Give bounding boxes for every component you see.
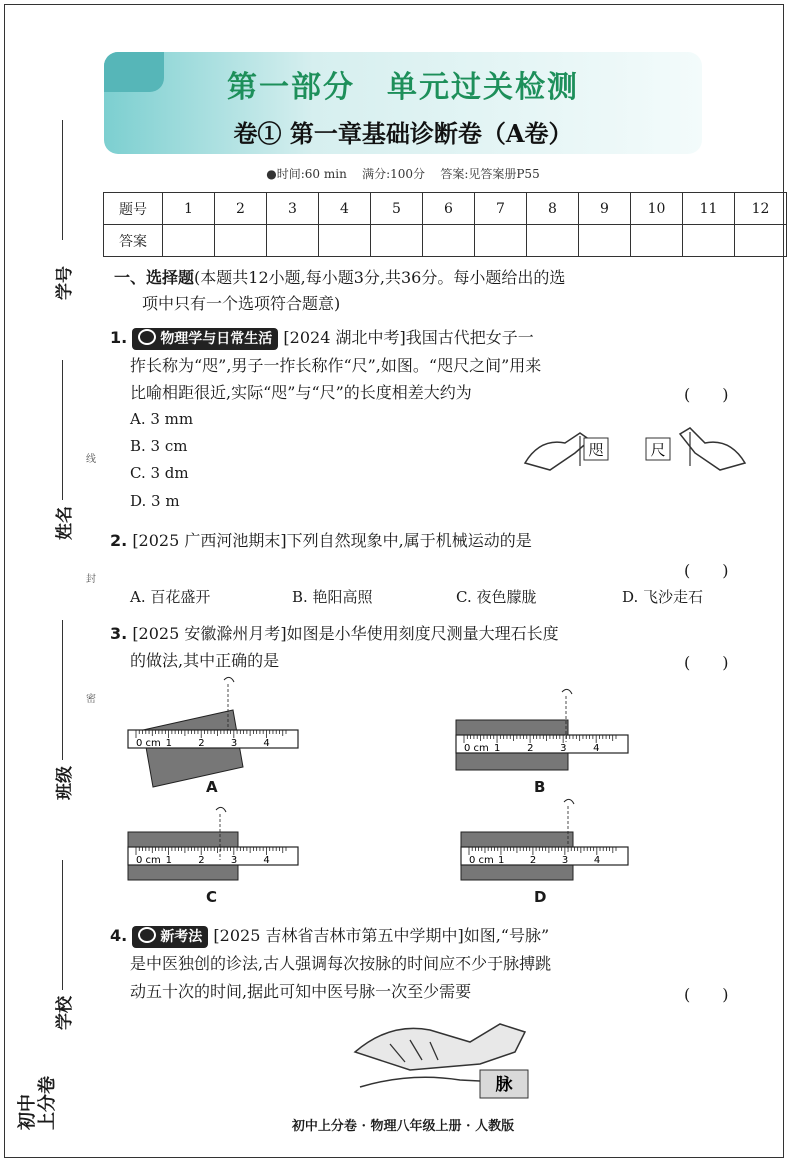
- answer-cell[interactable]: [683, 225, 735, 257]
- answer-cell[interactable]: [475, 225, 527, 257]
- option-b[interactable]: B. 艳阳高照: [292, 588, 373, 606]
- class-line: [62, 620, 63, 760]
- ruler-mark-label: 4: [263, 738, 270, 749]
- ruler-mark-label: 2: [529, 855, 537, 866]
- topic-tag: 物理学与日常生活: [132, 328, 278, 350]
- ruler-mark-label: 1: [494, 743, 501, 754]
- brand-logo: 初中 上分卷: [17, 1076, 58, 1130]
- tag-icon: [138, 927, 156, 943]
- school-label: 学校: [55, 996, 75, 1030]
- question-3-line1: 3. [2025 安徽滁州月考]如图是小华使用刻度尺测量大理石长度: [110, 624, 559, 643]
- char-mai: 脉: [495, 1075, 513, 1095]
- row-label: 题号: [104, 193, 163, 225]
- option-c[interactable]: C. 3 dm: [130, 464, 189, 482]
- question-4-line2: 是中医独创的诊法,古人强调每次按脉的时间应不少于脉搏跳: [130, 954, 552, 973]
- school-line: [62, 860, 63, 990]
- question-4-line3: 动五十次的时间,据此可知中医号脉一次至少需要: [130, 982, 472, 1001]
- ruler-mark-label: 3: [230, 855, 238, 866]
- answer-cell[interactable]: [163, 225, 215, 257]
- eye-icon: [564, 799, 574, 804]
- question-1-line2: 拃长称为“咫”,男子一拃长称作“尺”,如图。“咫尺之间”用来: [130, 356, 542, 375]
- answer-ref: 答案:见答案册P55: [440, 167, 540, 181]
- score-info: 满分:100分: [362, 167, 426, 181]
- name-label: 姓名: [55, 506, 75, 540]
- section-desc: (本题共12小题,每小题3分,共36分。每小题给出的选: [194, 268, 566, 287]
- answer-cell[interactable]: [527, 225, 579, 257]
- cut-mark-line: 线: [86, 454, 96, 465]
- char-chi: 尺: [650, 441, 666, 459]
- ruler-mark-label: 3: [561, 855, 569, 866]
- ruler-mark-label: 0 cm: [136, 738, 161, 749]
- ruler-mark-label: 3: [560, 743, 567, 754]
- ruler-mark-label: 0 cm: [136, 855, 161, 866]
- eye-icon: [216, 807, 226, 812]
- time-info: ●时间:60 min: [266, 167, 347, 181]
- eye-icon: [562, 689, 572, 694]
- section-desc-2: 项中只有一个选项符合题意): [142, 294, 341, 313]
- name-line: [62, 360, 63, 500]
- exam-meta: [104, 165, 702, 182]
- ruler-figures: [118, 672, 648, 902]
- answer-cell[interactable]: [735, 225, 787, 257]
- student-id-line: [62, 120, 63, 240]
- ruler-mark-label: 4: [593, 743, 600, 754]
- option-d[interactable]: D. 飞沙走石: [622, 588, 704, 606]
- question-number: 4.: [110, 926, 128, 945]
- question-number: 1.: [110, 328, 128, 347]
- option-c[interactable]: C. 夜色朦胧: [456, 588, 537, 606]
- ruler-mark-label: 1: [497, 855, 505, 866]
- tag-icon: [138, 329, 156, 345]
- answer-cell[interactable]: [215, 225, 267, 257]
- student-id-label: 学号: [55, 266, 75, 300]
- answer-row: [104, 225, 787, 257]
- question-1-line1: 1. 物理学与日常生活 [2024 湖北中考]我国古代把女子一: [110, 324, 534, 351]
- ruler-mark-label: 1: [165, 738, 172, 749]
- answer-cell[interactable]: [579, 225, 631, 257]
- answer-bracket[interactable]: ( ): [684, 985, 729, 1004]
- question-3-line2: 的做法,其中正确的是: [130, 651, 280, 670]
- question-2-line1: 2. [2025 广西河池期末]下列自然现象中,属于机械运动的是: [110, 531, 532, 550]
- option-b[interactable]: B. 3 cm: [130, 437, 188, 455]
- answer-cell[interactable]: [319, 225, 371, 257]
- row-label: 答案: [104, 225, 163, 257]
- question-number: 3.: [110, 624, 128, 643]
- topic-tag: 新考法: [132, 926, 208, 948]
- ruler-mark-label: 4: [263, 855, 270, 866]
- ruler-mark-label: 0 cm: [464, 743, 489, 754]
- binding-margin: [0, 0, 100, 1163]
- hand-span-figure: [520, 418, 750, 478]
- answer-table: [103, 192, 787, 257]
- question-4-line1: 4. 新考法 [2025 吉林省吉林市第五中学期中]如图,“号脉”: [110, 922, 549, 949]
- cut-mark-secret: 密: [86, 694, 96, 705]
- ruler-mark-label: 0 cm: [469, 855, 494, 866]
- eye-icon: [224, 677, 234, 682]
- question-1-line3: 比喻相距很近,实际“咫”与“尺”的长度相差大约为: [130, 383, 472, 402]
- cut-mark-seal: 封: [86, 574, 96, 585]
- ruler-mark-label: 4: [593, 855, 601, 866]
- figure-label-d[interactable]: D: [534, 888, 547, 906]
- answer-cell[interactable]: [631, 225, 683, 257]
- section-heading: [114, 264, 565, 291]
- answer-bracket[interactable]: ( ): [684, 385, 729, 404]
- part-title: 第一部分 单元过关检测: [227, 70, 579, 105]
- ruler-mark-label: 2: [198, 738, 205, 749]
- class-label: 班级: [55, 766, 75, 800]
- number-row: 题号 1 2 3 4 5 6 7 8 9 10 11 12: [104, 193, 787, 225]
- figure-label-a[interactable]: A: [206, 778, 218, 796]
- option-a[interactable]: A. 百花盛开: [130, 588, 211, 606]
- option-a[interactable]: A. 3 mm: [130, 410, 194, 428]
- question-number: 2.: [110, 531, 128, 550]
- page-footer: 初中上分卷 · 物理八年级上册 · 人教版: [291, 1119, 515, 1134]
- figure-label-b[interactable]: B: [534, 778, 546, 796]
- section-title: 一、选择题: [114, 268, 195, 287]
- ruler-mark-label: 2: [198, 855, 205, 866]
- figure-label-c[interactable]: C: [206, 888, 218, 906]
- ruler-mark-label: 3: [230, 738, 238, 749]
- answer-cell[interactable]: [371, 225, 423, 257]
- char-zhi: 咫: [588, 441, 604, 459]
- paper-title: 卷① 第一章基础诊断卷（A卷）: [233, 119, 573, 148]
- pulse-figure: [350, 1012, 540, 1102]
- answer-cell[interactable]: [267, 225, 319, 257]
- ruler-mark-label: 1: [165, 855, 172, 866]
- option-d[interactable]: D. 3 m: [130, 492, 180, 510]
- ruler-mark-label: 2: [527, 743, 534, 754]
- answer-bracket[interactable]: ( ): [684, 561, 729, 580]
- answer-cell[interactable]: [423, 225, 475, 257]
- answer-bracket[interactable]: ( ): [684, 653, 729, 672]
